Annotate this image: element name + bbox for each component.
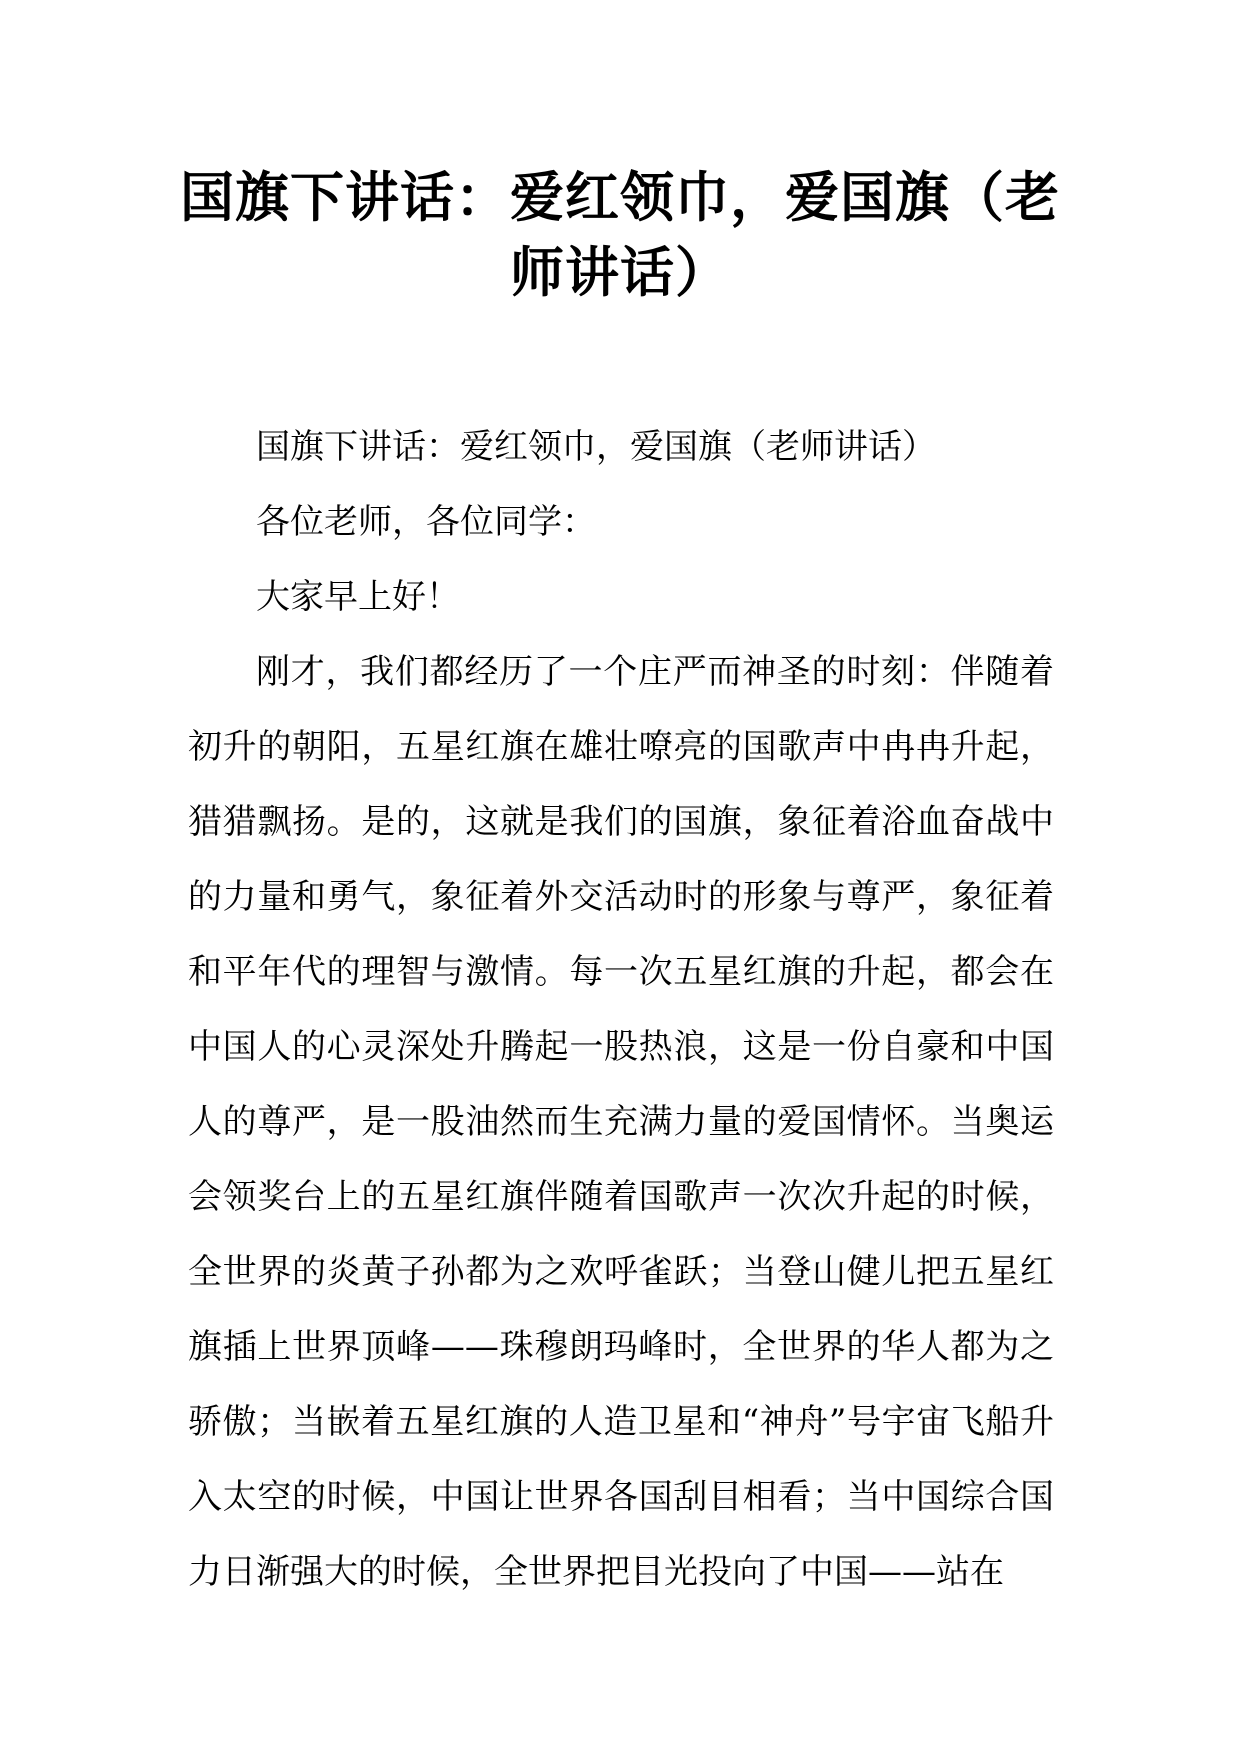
paragraph-heading-repeat: 国旗下讲话：爱红领巾，爱国旗（老师讲话） <box>256 427 936 467</box>
paragraph-main: 刚才，我们都经历了一个庄严而神圣的时刻：伴随着初升的朝阳，五星红旗在雄壮嘹亮的国歌声中冉冉升起，猎猎飘扬。是的，这就是我们的国旗，象征着浴血奋战中的力量和勇气，象征着外交活动时的形象与尊严，象征着和平年代的理智与激情。每一次五星红旗的升起，都会在中国人的心灵深处升腾起一股热浪，这是一份自豪和中国人的尊严，是一股油然而生充满力量的爱国情怀。当奥运会领奖台上的五星红旗伴随着国歌声一次次升起的时候，全世界的炎黄子孙都为之欢呼雀跃；当登山健儿把五星红旗插上世界顶峰——珠穆朗玛峰时，全世界的华人都为之骄傲；当嵌着五星红旗的人造卫星和“神舟”号宇宙飞船升入太空的时候，中国让世界各国刮目相看；当中国综合国力日渐强大的时候，全世界把目光投向了中国——站在 <box>188 652 1054 1592</box>
document-body <box>188 410 1054 1610</box>
document-title: 国旗下讲话：爱红领巾，爱国旗（老师讲话） <box>180 166 1060 304</box>
paragraph-salutation: 各位老师，各位同学： <box>256 502 596 542</box>
paragraph-greeting: 大家早上好！ <box>256 577 460 617</box>
